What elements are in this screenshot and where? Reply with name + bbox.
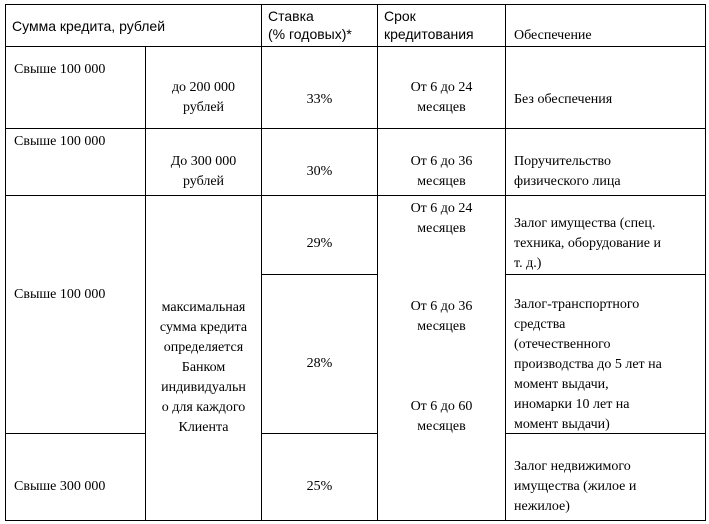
header-rate-line1: Ставка — [268, 8, 314, 24]
header-amount: Сумма кредита, рублей — [12, 18, 166, 34]
row2-term-line2: месяцев — [417, 174, 466, 189]
header-collateral: Обеспечение — [514, 28, 592, 43]
table-border — [6, 5, 706, 521]
group-collateral-a-line: т. д.) — [514, 256, 542, 271]
group-threshold-a: Свыше 100 000 — [14, 287, 106, 302]
row1-threshold: Свыше 100 000 — [14, 62, 106, 77]
group-collateral-b-line: момент выдачи) — [514, 417, 610, 432]
group-collateral-b-line: момент выдачи, — [514, 377, 609, 392]
group-max-line: о для каждого — [161, 400, 246, 415]
group-max-line: Клиента — [178, 420, 229, 435]
group-collateral-c-line: Залог недвижимого — [514, 459, 631, 474]
group-max-line: максимальная — [161, 300, 246, 315]
row1-term-line2: месяцев — [417, 100, 466, 115]
group-collateral-c-line: нежилое) — [514, 499, 570, 514]
row2-term-line1: От 6 до 36 — [410, 154, 473, 169]
group-collateral-b-line: производства до 5 лет на — [514, 357, 662, 372]
row2-collateral-line1: Поручительство — [514, 154, 612, 169]
row2-rate: 30% — [306, 164, 333, 179]
group-max-line: индивидуальн — [161, 380, 246, 395]
group-term-b-line1: От 6 до 36 — [410, 299, 473, 314]
group-collateral-b-line: (отечественного — [514, 337, 611, 352]
group-max-line: Банком — [181, 360, 226, 375]
group-term-c-line1: От 6 до 60 — [410, 399, 473, 414]
group-collateral-c-line: имущества (жилое и — [514, 479, 637, 494]
group-threshold-b: Свыше 300 000 — [14, 479, 106, 494]
group-rate-b: 28% — [306, 356, 333, 371]
row2-collateral-line2: физического лица — [514, 174, 621, 189]
row2-threshold: Свыше 100 000 — [14, 134, 106, 149]
group-collateral-b-line: Залог-транспортного — [514, 297, 640, 312]
group-term-c-line2: месяцев — [417, 419, 466, 434]
group-max-line: определяется — [163, 340, 244, 355]
row2-max-line2: рублей — [182, 174, 225, 189]
group-collateral-a-line: техника, оборудование и — [514, 236, 661, 251]
group-term-a-line2: месяцев — [417, 221, 466, 236]
row2-max-line1: До 300 000 — [170, 154, 237, 169]
header-term-line2: кредитования — [384, 26, 474, 42]
group-collateral-b-line: средства — [514, 317, 566, 332]
group-term-a-line1: От 6 до 24 — [410, 201, 473, 216]
group-collateral-a-line: Залог имущества (спец. — [514, 216, 656, 231]
group-rate-a: 29% — [306, 236, 333, 251]
header-rate-line2: (% годовых)* — [268, 26, 352, 42]
group-term-b-line2: месяцев — [417, 319, 466, 334]
group-max-line: сумма кредита — [159, 320, 248, 335]
header-term-line1: Срок — [384, 8, 416, 24]
row1-max-line2: рублей — [182, 100, 225, 115]
row1-collateral: Без обеспечения — [514, 92, 613, 107]
row1-rate: 33% — [306, 92, 333, 107]
group-rate-c: 25% — [306, 479, 333, 494]
group-collateral-b-line: иномарки 10 лет на — [514, 397, 630, 412]
row1-term-line1: От 6 до 24 — [410, 80, 473, 95]
row1-max-line1: до 200 000 — [171, 80, 236, 95]
